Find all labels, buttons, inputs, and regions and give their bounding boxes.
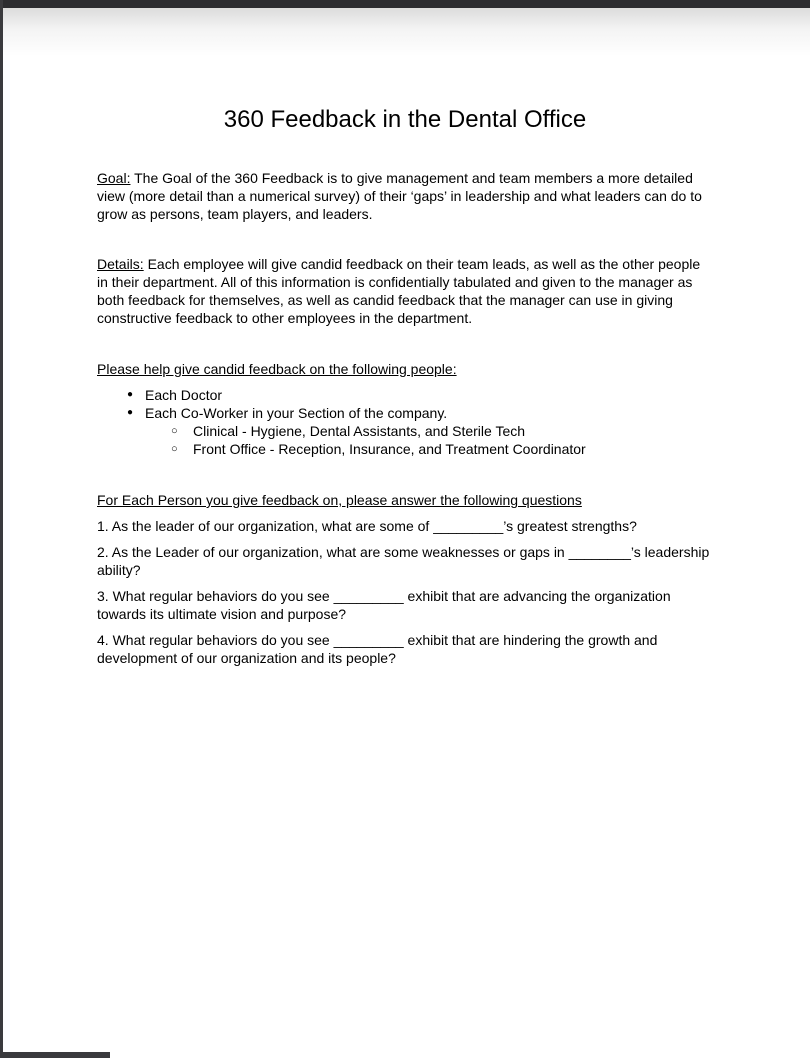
question-3: 3. What regular behaviors do you see _________ exhibit that are advancing the organization towards its ultimate vision and purpose?: [97, 588, 671, 622]
list-item-text: Each Co-Worker in your Section of the company.: [145, 405, 448, 421]
document-title: 360 Feedback in the Dental Office: [223, 106, 587, 133]
list-item-text: Clinical - Hygiene, Dental Assistants, and Sterile Tech: [193, 423, 526, 439]
bullet-filled-icon: ●: [127, 407, 134, 418]
question-2: 2. As the Leader of our organization, what are some weaknesses or gaps in ________’s leadership ability?: [97, 544, 710, 578]
window-top-edge: [0, 0, 810, 8]
list-item: [97, 386, 713, 404]
bullet-hollow-icon: ○: [171, 425, 178, 437]
details-text: Each employee will give candid feedback on their team leads, as well as the other people in their department. All of this information is confidentially tabulated and given to the manager as both feedback for themselves, as well as candid feedback that the manager can use in giving constructive feedback to other employees in the department.: [97, 256, 701, 326]
questions-section-heading: For Each Person you give feedback on, please answer the following questions: [97, 492, 582, 508]
window-bottom-edge: [0, 1052, 110, 1058]
goal-paragraph: [97, 169, 713, 223]
goal-text: The Goal of the 360 Feedback is to give management and team members a more detailed view (more detail than a numerical survey) of their ‘gaps’ in leadership and what leaders can do to grow as persons, team players, and leaders.: [97, 170, 702, 222]
goal-label: Goal:: [97, 170, 131, 186]
details-paragraph: [97, 255, 713, 327]
list-item-text: Each Doctor: [145, 387, 223, 403]
people-list: [97, 386, 713, 458]
bullet-hollow-icon: ○: [171, 443, 178, 455]
list-item: [97, 404, 713, 422]
question-1: 1. As the leader of our organization, what are some of _________’s greatest strengths?: [97, 518, 637, 534]
question-4: 4. What regular behaviors do you see _________ exhibit that are hindering the growth and development of our organization and its people?: [97, 632, 658, 666]
details-label: Details:: [97, 256, 144, 272]
list-item: [97, 440, 713, 458]
list-item-text: Front Office - Reception, Insurance, and Treatment Coordinator: [193, 441, 586, 457]
people-section-heading: Please help give candid feedback on the following people:: [97, 361, 457, 377]
bullet-filled-icon: ●: [127, 389, 134, 400]
window-left-edge: [0, 0, 3, 1058]
list-item: [97, 422, 713, 440]
